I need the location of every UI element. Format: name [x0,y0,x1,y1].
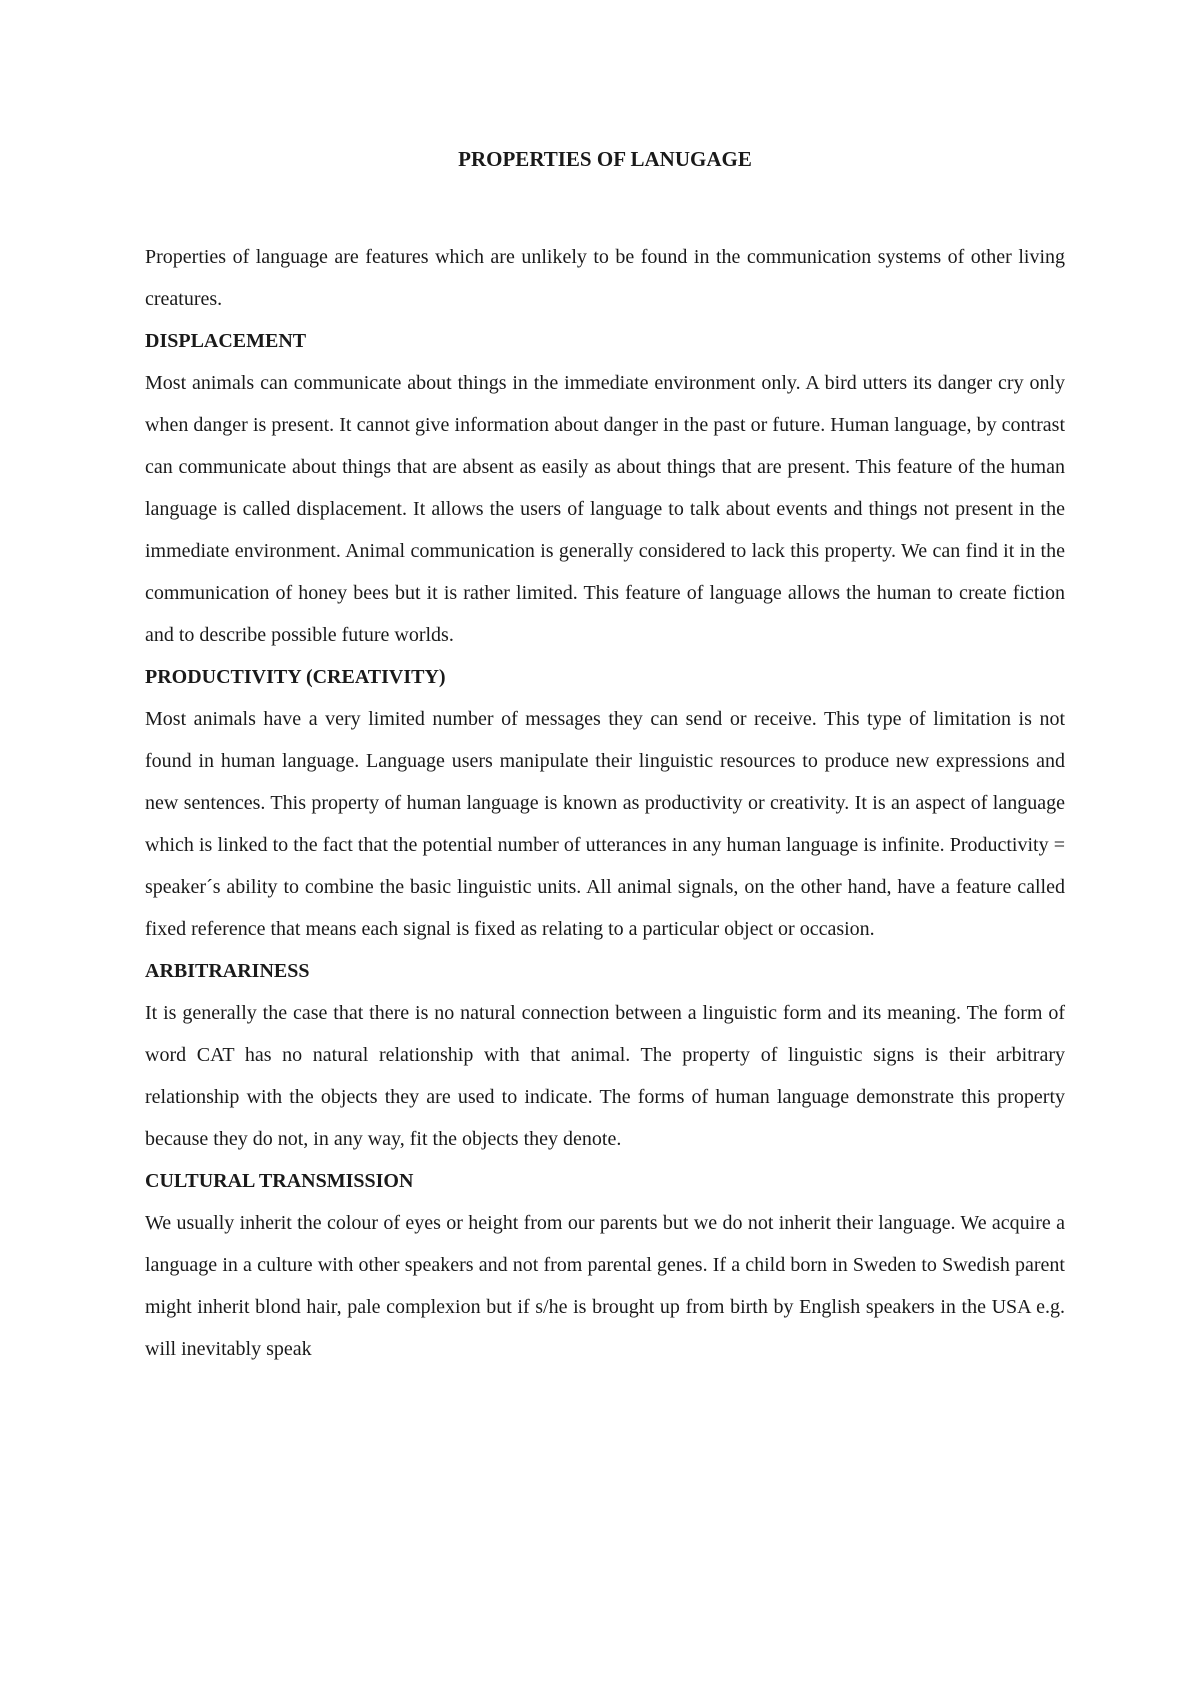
section-body-displacement: Most animals can communicate about things in the immediate environment only. A bird utters its danger cry only when danger is present. It cannot give information about danger in the past or future. Human language, by contrast can communicate about things that are absent as easily as about things that are present. This feature of the human language is called displacement. It allows the users of language to talk about events and things not present in the immediate environment. Animal communication is generally considered to lack this property. We can find it in the communication of honey bees but it is rather limited. This feature of language allows the human to create fiction and to describe possible future worlds. [145,372,1065,646]
section-heading-productivity: PRODUCTIVITY (CREATIVITY) [145,666,446,688]
section-body-cultural-transmission: We usually inherit the colour of eyes or height from our parents but we do not inherit their language. We acquire a language in a culture with other speakers and not from parental genes. If a child born in Sweden to Swedish parent might inherit blond hair, pale complexion but if s/he is brought up from birth by English speakers in the USA e.g. will inevitably speak [145,1212,1065,1360]
section-body-arbitrariness: It is generally the case that there is no natural connection between a linguistic form and its meaning. The form of word CAT has no natural relationship with that animal. The property of linguistic signs is their arbitrary relationship with the objects they are used to indicate. The forms of human language demonstrate this property because they do not, in any way, fit the objects they denote. [145,1002,1065,1150]
section-heading-cultural-transmission: CULTURAL TRANSMISSION [145,1170,414,1192]
document-page [145,138,1065,1370]
section-heading-arbitrariness: ARBITRARINESS [145,960,310,982]
page-title: PROPERTIES OF LANUGAGE [458,147,752,171]
section-heading-displacement: DISPLACEMENT [145,330,307,352]
intro-paragraph: Properties of language are features which are unlikely to be found in the communication systems of other living creatures. [145,246,1065,310]
section-body-productivity: Most animals have a very limited number of messages they can send or receive. This type of limitation is not found in human language. Language users manipulate their linguistic resources to produce new expressions and new sentences. This property of human language is known as productivity or creativity. It is an aspect of language which is linked to the fact that the potential number of utterances in any human language is infinite. Productivity = speaker´s ability to combine the basic linguistic units. All animal signals, on the other hand, have a feature called fixed reference that means each signal is fixed as relating to a particular object or occasion. [145,708,1065,940]
